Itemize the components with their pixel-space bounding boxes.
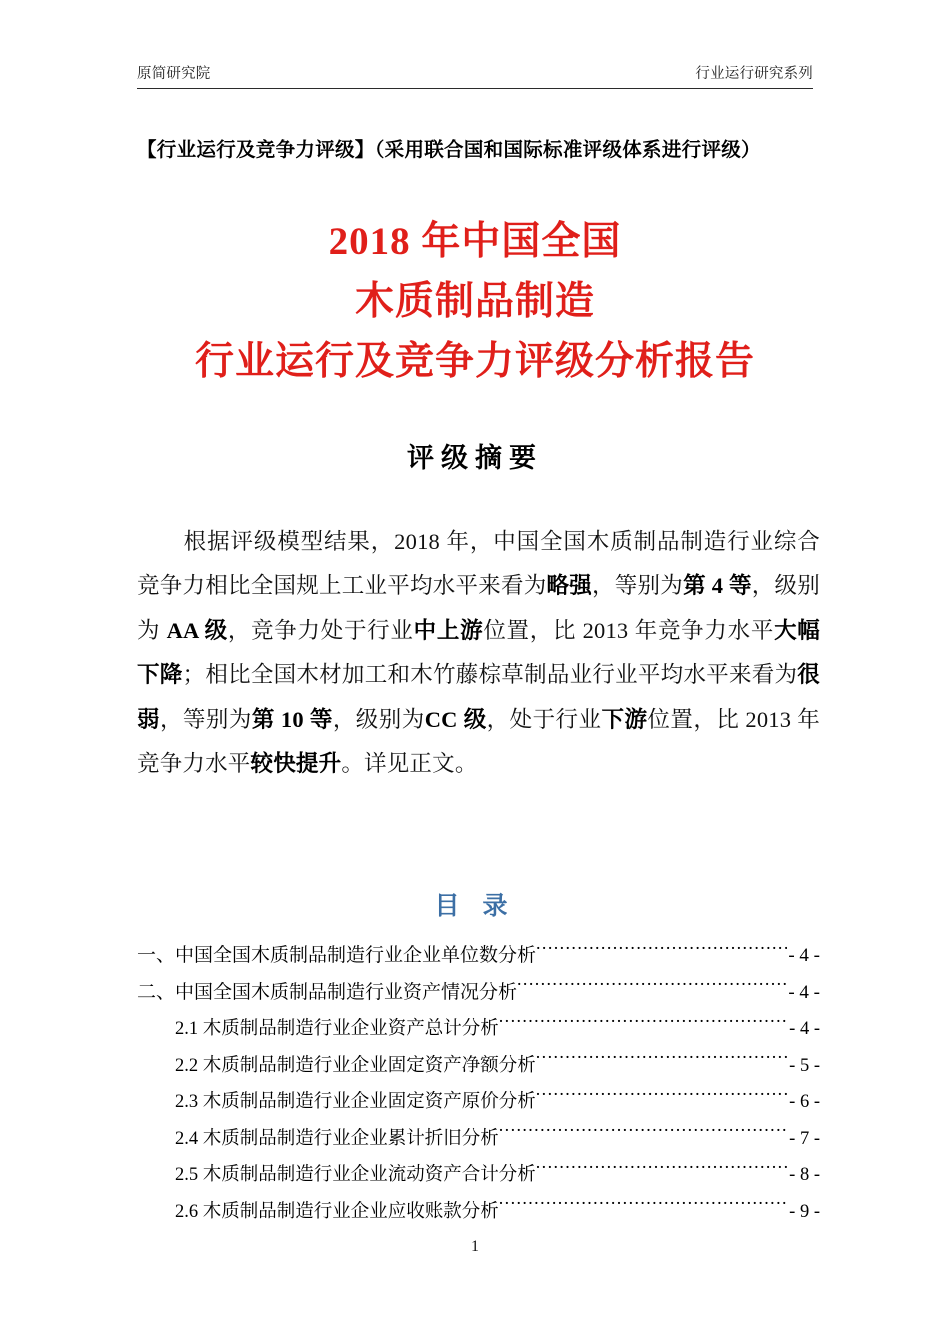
- toc-entry-page: - 4 -: [789, 1019, 820, 1039]
- toc-entry-page: - 5 -: [789, 1055, 820, 1076]
- summary-seg-1: 根据评级模型结果，2018 年，中国全国木质制品制造行业综合竞争力相比全国规上工业平均水平来看为: [137, 528, 820, 598]
- summary-heading: 评级摘要: [407, 443, 543, 473]
- rating-subtitle: 【行业运行及竞争力评级】（采用联合国和国际标准评级体系进行评级）: [137, 140, 761, 161]
- summary-emph-4: 中上游: [413, 617, 484, 643]
- toc-leader-dots: [499, 1016, 788, 1035]
- summary-seg-11: 。详见正文。: [341, 751, 478, 776]
- summary-seg-4: ，竞争力处于行业: [227, 617, 414, 643]
- summary-emph-3: AA 级: [166, 617, 228, 643]
- summary-seg-5: 位置，比 2013 年竞争力水平: [483, 617, 775, 643]
- summary-emph-2: 第 4 等: [683, 573, 752, 598]
- toc-leader-dots: [499, 1125, 788, 1144]
- toc-entry-page: - 7 -: [789, 1128, 820, 1149]
- toc-leader-dots: [517, 979, 787, 998]
- summary-seg-6: ；相比全国木材加工和木竹藤棕草制品业行业平均水平来看为: [182, 662, 798, 687]
- toc-entry-page: - 6 -: [789, 1092, 820, 1112]
- summary-seg-3: ，级别为: [137, 573, 820, 643]
- summary-seg-8: ，级别为: [332, 706, 425, 732]
- toc-entry-label: 2.2 木质制品制造行业企业固定资产净额分析: [175, 1055, 536, 1076]
- toc-entry-page: - 9 -: [789, 1201, 820, 1222]
- toc-entry-label: 二、中国全国木质制品制造行业资产情况分析: [137, 981, 518, 1003]
- toc-entry-label: 一、中国全国木质制品制造行业企业单位数分析: [137, 945, 537, 966]
- summary-seg-2: ，等别为: [592, 573, 684, 598]
- report-title-line-3: 行业运行及竞争力评级分析报告: [194, 340, 755, 383]
- header-right-text: 行业运行研究系列: [695, 66, 813, 82]
- summary-seg-10: 位置，比 2013 年竞争力水平: [137, 706, 820, 776]
- running-header: [137, 62, 813, 89]
- table-of-contents: [137, 938, 820, 1230]
- report-title: [0, 212, 950, 392]
- summary-seg-7: ，等别为: [159, 706, 252, 732]
- toc-entry-label: 2.6 木质制品制造行业企业应收账款分析: [175, 1201, 499, 1222]
- toc-entry[interactable]: [137, 938, 820, 975]
- toc-entry-label: 2.3 木质制品制造行业企业固定资产原价分析: [175, 1092, 536, 1112]
- toc-heading: 目 录: [434, 892, 516, 920]
- summary-emph-10: 较快提升: [250, 751, 342, 776]
- toc-leader-dots: [536, 1089, 788, 1108]
- toc-entry[interactable]: [137, 1157, 820, 1194]
- summary-emph-8: CC 级: [424, 706, 487, 732]
- toc-leader-dots: [536, 942, 787, 961]
- toc-entry-label: 2.5 木质制品制造行业企业流动资产合计分析: [175, 1165, 536, 1185]
- report-title-line-1: 2018 年中国全国: [328, 220, 622, 263]
- toc-entry[interactable]: [137, 1194, 820, 1231]
- toc-leader-dots: [499, 1198, 788, 1217]
- summary-emph-1: 略强: [546, 573, 593, 598]
- toc-entry[interactable]: [137, 1048, 820, 1085]
- toc-entry-label: 2.1 木质制品制造行业企业资产总计分析: [175, 1019, 499, 1039]
- report-title-line-2: 木质制品制造: [354, 280, 595, 323]
- summary-emph-7: 第 10 等: [251, 706, 333, 732]
- header-left-text: 原简研究院: [137, 66, 211, 82]
- toc-entry[interactable]: [137, 975, 820, 1012]
- toc-leader-dots: [536, 1052, 788, 1071]
- toc-entry-label: 2.4 木质制品制造行业企业累计折旧分析: [175, 1128, 499, 1149]
- toc-entry-page: - 4 -: [788, 945, 820, 966]
- footer-page-number: 1: [471, 1238, 479, 1255]
- summary-emph-5: 大幅下降: [137, 617, 821, 687]
- toc-leader-dots: [536, 1162, 788, 1181]
- summary-seg-9: ，处于行业: [486, 706, 602, 732]
- summary-emph-9: 下游: [601, 706, 648, 732]
- toc-entry[interactable]: [137, 1011, 820, 1048]
- toc-entry[interactable]: [137, 1121, 820, 1158]
- toc-entry-page: - 4 -: [788, 981, 820, 1003]
- toc-entry[interactable]: [137, 1084, 820, 1121]
- summary-emph-6: 很弱: [137, 662, 820, 732]
- toc-entry-page: - 8 -: [789, 1165, 820, 1185]
- summary-paragraph: [137, 520, 820, 787]
